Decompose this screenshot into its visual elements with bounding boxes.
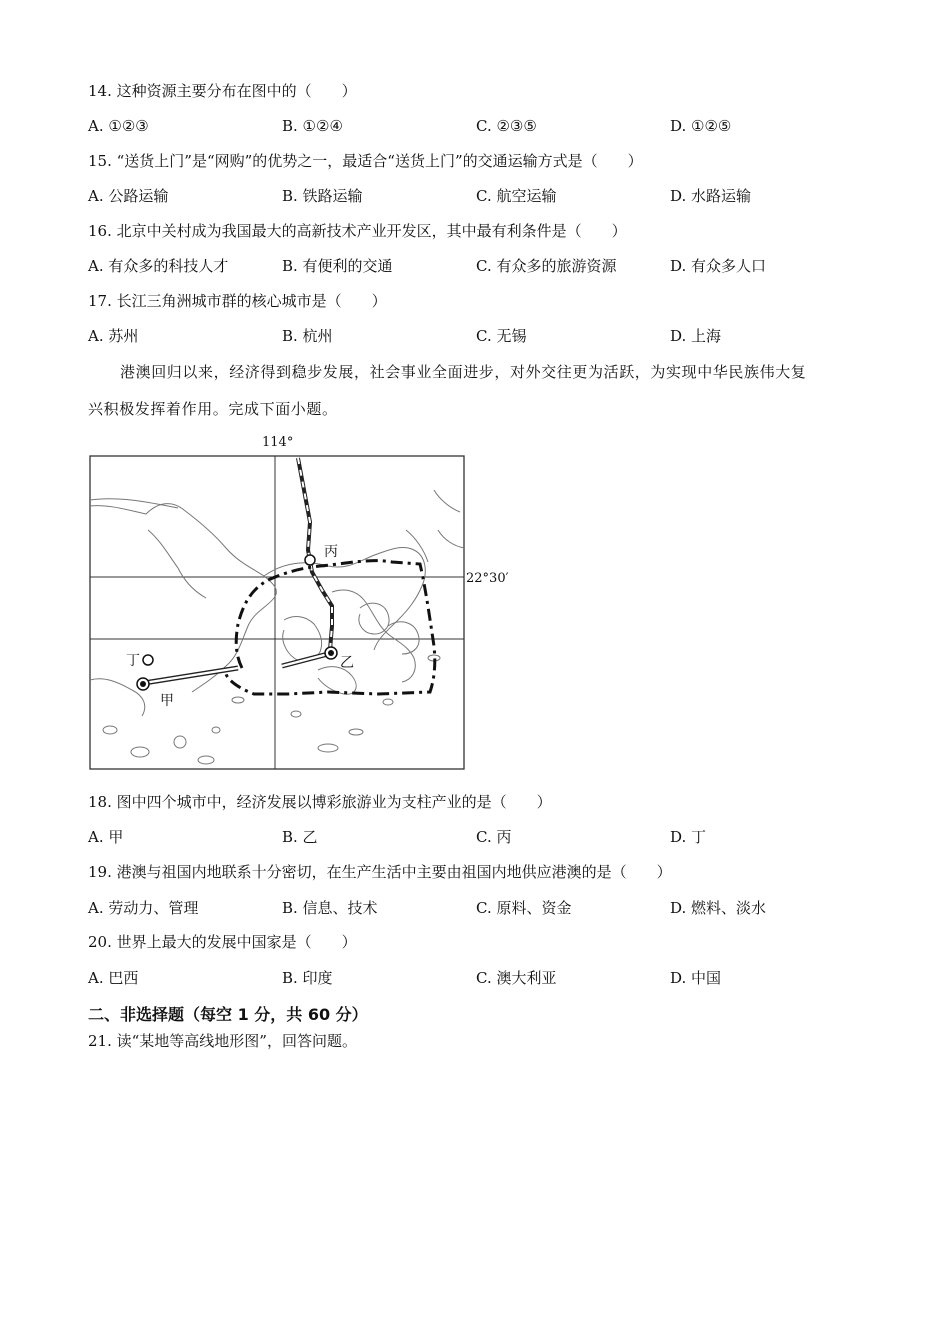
option-c: C. 澳大利亚 [476, 969, 557, 987]
question-20-options [88, 968, 888, 988]
question-14-options [88, 116, 888, 136]
option-b: B. 信息、技术 [282, 899, 378, 917]
option-c: C. 无锡 [476, 327, 527, 345]
option-c: C. 原料、资金 [476, 899, 572, 917]
option-b: B. 铁路运输 [282, 187, 363, 205]
option-d: D. 有众多人口 [670, 257, 767, 275]
option-a: A. ①②③ [88, 117, 149, 135]
option-a: A. 劳动力、管理 [88, 899, 199, 917]
city-jia-dot [140, 681, 146, 687]
latitude-label: 22°30′ [466, 571, 509, 586]
option-a: A. 公路运输 [88, 187, 169, 205]
intro-line-2: 兴积极发挥着作用。完成下面小题。 [88, 400, 338, 418]
question-17-options [88, 326, 888, 346]
city-bing-marker [305, 555, 315, 565]
question-16-options [88, 256, 888, 276]
question-18-stem: 18. 图中四个城市中，经济发展以博彩旅游业为支柱产业的是（ ） [88, 793, 552, 811]
option-d: D. 丁 [670, 828, 707, 846]
option-d: D. 燃料、淡水 [670, 899, 767, 917]
option-b: B. 印度 [282, 969, 333, 987]
option-b: B. 乙 [282, 828, 318, 846]
option-c: C. 航空运输 [476, 187, 557, 205]
question-19-stem: 19. 港澳与祖国内地联系十分密切，在生产生活中主要由祖国内地供应港澳的是（ ） [88, 863, 672, 881]
bridge-west-core [144, 668, 238, 683]
map-frame [90, 456, 464, 769]
islands [103, 655, 440, 764]
city-yi-label: 乙 [340, 655, 354, 671]
bridge-east-core [282, 654, 328, 666]
question-20-stem: 20. 世界上最大的发展中国家是（ ） [88, 933, 357, 951]
city-ding-label: 丁 [126, 653, 140, 669]
question-15-stem: 15. “送货上门”是“网购”的优势之一，最适合“送货上门”的交通运输方式是（ ） [88, 152, 643, 170]
question-19-options [88, 898, 888, 918]
option-a: A. 有众多的科技人才 [88, 257, 229, 275]
option-b: B. ①②④ [282, 117, 343, 135]
intro-line-1: 港澳回归以来，经济得到稳步发展，社会事业全面进步，对外交往更为活跃，为实现中华民族伟大复 [120, 363, 807, 381]
city-yi-dot [328, 650, 334, 656]
question-16-stem: 16. 北京中关村成为我国最大的高新技术产业开发区，其中最有利条件是（ ） [88, 222, 627, 240]
city-bing-label: 丙 [324, 544, 338, 560]
section-2-title: 二、非选择题（每空 1 分，共 60 分） [88, 1005, 368, 1024]
question-21-stem: 21. 读“某地等高线地形图”，回答问题。 [88, 1032, 357, 1050]
option-a: A. 巴西 [88, 969, 139, 987]
option-d: D. 中国 [670, 969, 722, 987]
option-d: D. 上海 [670, 327, 722, 345]
pearl-river-delta-map [88, 430, 528, 775]
option-c: C. 有众多的旅游资源 [476, 257, 617, 275]
city-jia-label: 甲 [160, 693, 174, 709]
question-18-options [88, 827, 888, 847]
option-b: B. 杭州 [282, 327, 333, 345]
option-d: D. ①②⑤ [670, 117, 732, 135]
question-14-stem: 14. 这种资源主要分布在图中的（ ） [88, 82, 357, 100]
question-15-options [88, 186, 888, 206]
option-c: C. ②③⑤ [476, 117, 537, 135]
question-17-stem: 17. 长江三角洲城市群的核心城市是（ ） [88, 292, 387, 310]
longitude-label: 114° [262, 435, 294, 450]
option-d: D. 水路运输 [670, 187, 752, 205]
option-a: A. 苏州 [88, 327, 139, 345]
option-c: C. 丙 [476, 828, 512, 846]
option-a: A. 甲 [88, 828, 124, 846]
city-ding-marker [143, 655, 153, 665]
option-b: B. 有便利的交通 [282, 257, 393, 275]
